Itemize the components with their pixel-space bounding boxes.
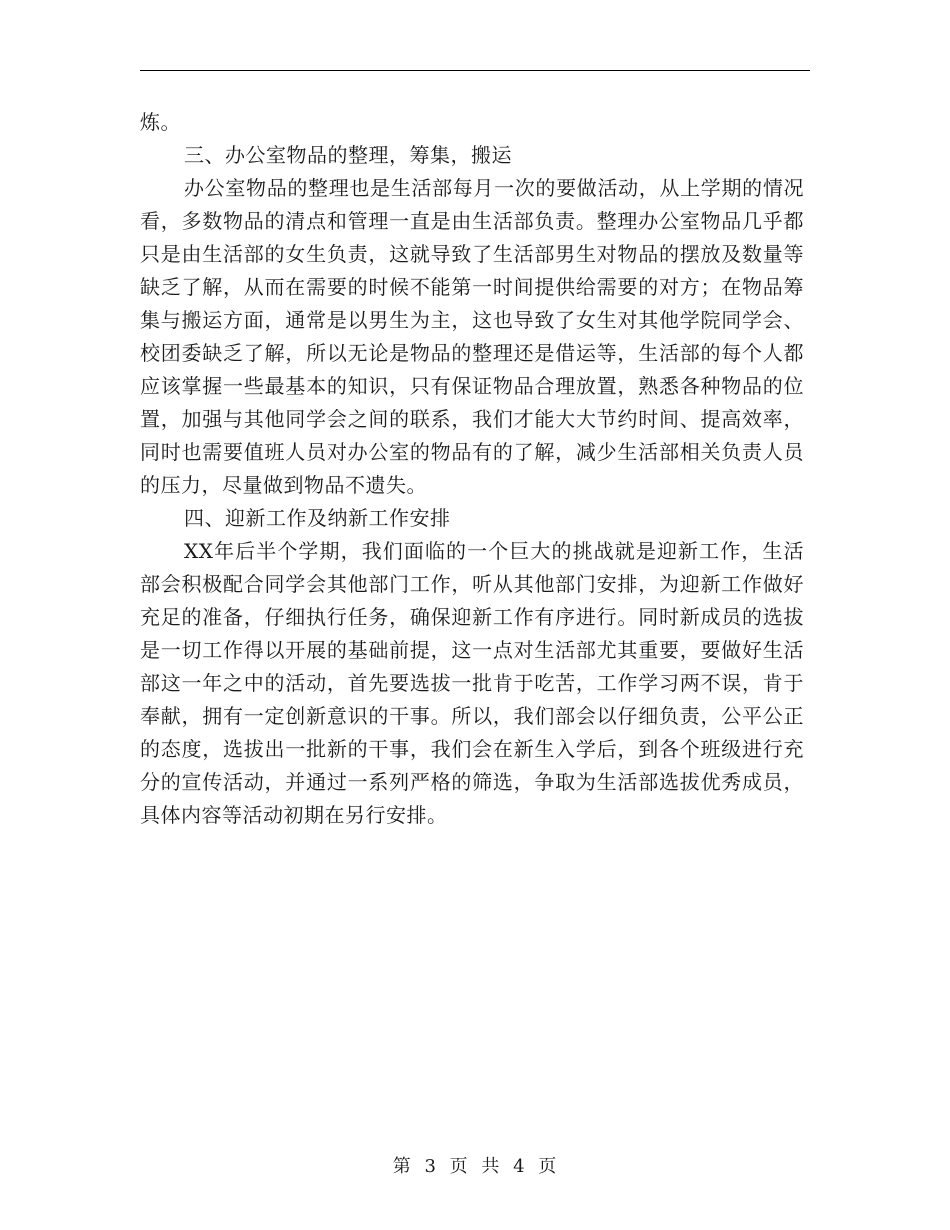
paragraph-freshmen-recruitment: XX年后半个学期，我们面临的一个巨大的挑战就是迎新工作，生活部会积极配合同学会其他部门工作，听从其他部门安排，为迎新工作做好充足的准备，仔细执行任务，确保迎新工作有序进行。同时新成员的选拔是一切工作得以开展的基础前提，这一点对生活部尤其重要，要做好生活部这一年之中的活动，首先要选拔一批肯于吃苦，工作学习两不误，肯于奉献，拥有一定创新意识的干事。所以，我们部会以仔细负责，公平公正的态度，选拔出一批新的干事，我们会在新生入学后，到各个班级进行充分的宣传活动，并通过一系列严格的筛选，争取为生活部选拔优秀成员，具体内容等活动初期在另行安排。: [140, 539, 804, 827]
footer-suffix: 页: [538, 1156, 558, 1177]
footer-prefix: 第: [392, 1156, 412, 1177]
header-rule: [140, 70, 810, 71]
footer-total-word: 共: [481, 1156, 501, 1177]
section-heading-3: 三、办公室物品的整理，筹集，搬运: [184, 143, 512, 167]
footer-page-word: 页: [449, 1156, 469, 1177]
footer-total-pages: 4: [513, 1156, 526, 1177]
paragraph-continuation: 炼。: [140, 110, 181, 134]
section-heading-4: 四、迎新工作及纳新工作安排: [184, 506, 451, 530]
paragraph-office-items: 办公室物品的整理也是生活部每月一次的要做活动，从上学期的情况看，多数物品的清点和管理一直是由生活部负责。整理办公室物品几乎都只是由生活部的女生负责，这就导致了生活部男生对物品的摆放及数量等缺乏了解，从而在需要的时候不能第一时间提供给需要的对方；在物品筹集与搬运方面，通常是以男生为主，这也导致了女生对其他学院同学会、校团委缺乏了解，所以无论是物品的整理还是借运等，生活部的每个人都应该掌握一些最基本的知识，只有保证物品合理放置，熟悉各种物品的位置，加强与其他同学会之间的联系，我们才能大大节约时间、提高效率，同时也需要值班人员对办公室的物品有的了解，减少生活部相关负责人员的压力，尽量做到物品不遗失。: [140, 176, 804, 497]
document-body: [140, 106, 804, 832]
footer-current-page: 3: [424, 1156, 437, 1177]
page-footer: [0, 1152, 950, 1178]
